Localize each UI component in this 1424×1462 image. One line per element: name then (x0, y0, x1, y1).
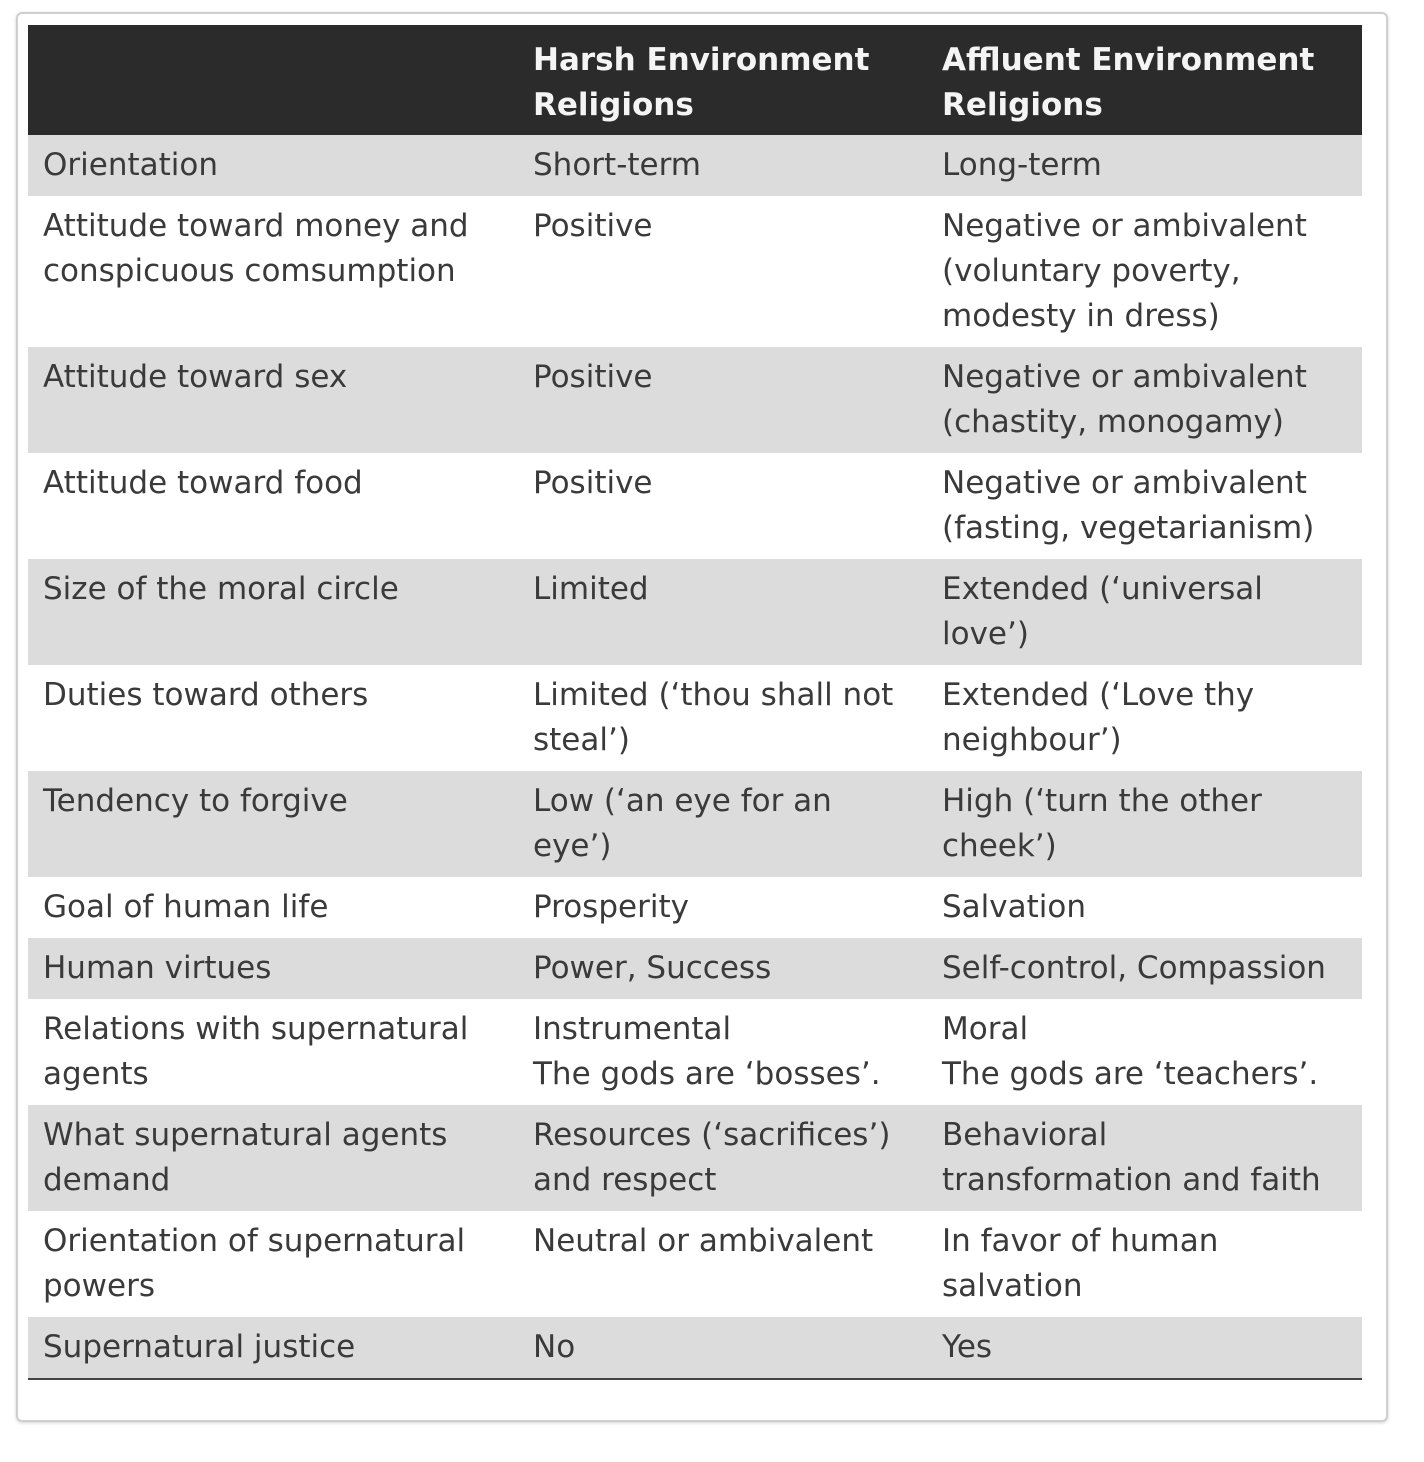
affluent-cell: Extended (‘universal love’) (927, 559, 1362, 665)
table-row (28, 1105, 1362, 1211)
table-row (28, 196, 1362, 347)
table-row (28, 347, 1362, 453)
harsh-cell: Resources (‘sacrifices’) and respect (518, 1105, 927, 1211)
affluent-cell: Yes (927, 1317, 1362, 1379)
religions-comparison-table (28, 25, 1362, 1380)
harsh-cell: No (518, 1317, 927, 1379)
affluent-cell: Behavioral transformation and faith (927, 1105, 1362, 1211)
harsh-cell: Instrumental The gods are ‘bosses’. (518, 999, 927, 1105)
table-row (28, 1211, 1362, 1317)
header-cell-harsh-environment: Harsh Environment Religions (518, 25, 927, 135)
affluent-cell: Negative or ambivalent (fasting, vegetarianism) (927, 453, 1362, 559)
table-row (28, 877, 1362, 938)
row-label-cell: Orientation of supernatural powers (28, 1211, 518, 1317)
harsh-cell: Low (‘an eye for an eye’) (518, 771, 927, 877)
row-label-cell: Attitude toward money and conspicuous comsumption (28, 196, 518, 347)
row-label-cell: Attitude toward sex (28, 347, 518, 453)
table-row (28, 999, 1362, 1105)
harsh-cell: Positive (518, 196, 927, 347)
harsh-cell: Positive (518, 453, 927, 559)
harsh-cell: Limited (518, 559, 927, 665)
row-label-cell: What supernatural agents demand (28, 1105, 518, 1211)
harsh-cell: Prosperity (518, 877, 927, 938)
affluent-cell: Extended (‘Love thy neighbour’) (927, 665, 1362, 771)
row-label-cell: Human virtues (28, 938, 518, 999)
harsh-cell: Power, Success (518, 938, 927, 999)
affluent-cell: Salvation (927, 877, 1362, 938)
affluent-cell: Negative or ambivalent (voluntary poverty, modesty in dress) (927, 196, 1362, 347)
row-label-cell: Duties toward others (28, 665, 518, 771)
table-row (28, 665, 1362, 771)
affluent-cell: High (‘turn the other cheek’) (927, 771, 1362, 877)
row-label-cell: Tendency to forgive (28, 771, 518, 877)
row-label-cell: Size of the moral circle (28, 559, 518, 665)
header-cell-affluent-environment: Affluent Environment Religions (927, 25, 1362, 135)
affluent-cell: Long-term (927, 135, 1362, 196)
harsh-cell: Positive (518, 347, 927, 453)
table-row (28, 453, 1362, 559)
table-row (28, 1317, 1362, 1379)
table-header-row (28, 25, 1362, 135)
header-cell-blank (28, 25, 518, 135)
row-label-cell: Supernatural justice (28, 1317, 518, 1379)
harsh-cell: Neutral or ambivalent (518, 1211, 927, 1317)
harsh-cell: Short-term (518, 135, 927, 196)
row-label-cell: Orientation (28, 135, 518, 196)
table-row (28, 559, 1362, 665)
table-row (28, 771, 1362, 877)
row-label-cell: Relations with supernatural agents (28, 999, 518, 1105)
affluent-cell: Negative or ambivalent (chastity, monogamy) (927, 347, 1362, 453)
table-row (28, 135, 1362, 196)
row-label-cell: Goal of human life (28, 877, 518, 938)
harsh-cell: Limited (‘thou shall not steal’) (518, 665, 927, 771)
affluent-cell: Self-control, Compassion (927, 938, 1362, 999)
row-label-cell: Attitude toward food (28, 453, 518, 559)
affluent-cell: Moral The gods are ‘teachers’. (927, 999, 1362, 1105)
table-row (28, 938, 1362, 999)
affluent-cell: In favor of human salvation (927, 1211, 1362, 1317)
